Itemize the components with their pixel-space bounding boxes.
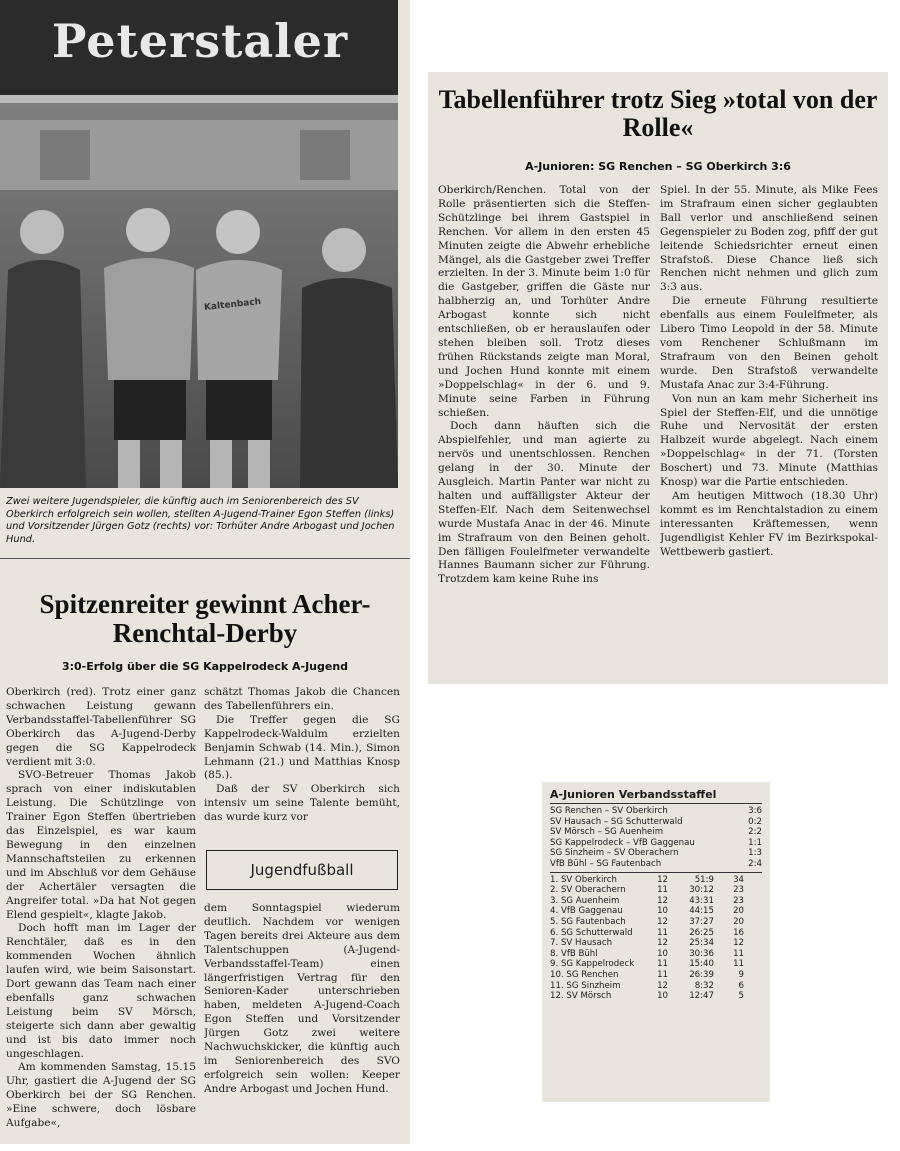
team-name: [550, 991, 646, 1002]
standings-row: [550, 981, 762, 992]
standings-row: [550, 906, 762, 917]
match-pairing: SV Hausach – SG Schutterwald: [550, 816, 683, 827]
match-pairing: SG Kappelrodeck – VfB Gaggenau: [550, 837, 695, 848]
team-rank: 10.: [550, 969, 564, 980]
match-row: [550, 838, 762, 849]
left-article-col1: [6, 686, 196, 1141]
points: 23: [733, 895, 744, 906]
goal-ratio: 25:34: [689, 938, 714, 949]
photo-shirt-text: Kaltenbach: [203, 297, 262, 313]
match-row: [550, 827, 762, 838]
left-subheadline: 3:0-Erfolg über die SG Kappelrodeck A-Jugend: [61, 660, 349, 673]
paragraph: Doch dann häuften sich die Abspielfehler, und man agierte zu nervös und unentschlossen. Renchen gelang in der 30. Minute der Ausgleich. Martin Panter war nicht zu halten und auffälligster Akteur der Steffen-Elf. Nach dem Seitenwechsel wurde Mustafa Anac in der 46. Minute im Strafraum von den Beinen geholt. Den fälligen Foulelfmeter verwandelte Hannes Baumann sicher zur Führung. Trotzdem kam keine Ruhe ins: [438, 420, 650, 586]
team-rank: 11.: [550, 980, 564, 991]
team-name: [550, 875, 646, 886]
paragraph: Von nun an kam mehr Sicherheit ins Spiel der Steffen-Elf, und die unnötige Ruhe und Nervosität der ersten Halbzeit wurde abgelegt. Nach einem »Doppelschlag« in der 71. (Torsten Boschert) und 73. Minute (Matthias Knosp) war die Partie entschieden.: [660, 392, 878, 489]
match-row: [550, 848, 762, 859]
team-name: [550, 959, 646, 970]
team-name: [550, 949, 646, 960]
team-label: VfB Gaggenau: [560, 906, 623, 917]
team-name: [550, 970, 646, 981]
paragraph: Doch hofft man im Lager der Renchtäler, daß es in den kommenden Wochen ähnlich laufen wird, wie beim Saisonstart. Dort gewann das Team nach einer ebenfalls ganz schwachen Leistung beim SV Mörsch, steigerte sich dann aber gewaltig und ist bis dato immer noch ungeschlagen.: [6, 922, 196, 1060]
photo-sign-text: Peterstaler: [51, 14, 349, 68]
games-played: 12: [657, 938, 668, 949]
team-rank: 9.: [550, 959, 559, 970]
games-played: 11: [657, 927, 668, 938]
team-label: SV Oberachern: [560, 885, 626, 896]
games-played: 11: [657, 959, 668, 970]
team-label: VfB Bühl: [560, 948, 598, 959]
goal-ratio: 44:15: [689, 906, 714, 917]
left-article-col2-top: [204, 686, 400, 836]
games-played: 12: [657, 895, 668, 906]
points: 20: [733, 906, 744, 917]
team-rank: 6.: [550, 927, 559, 938]
team-rank: 12.: [550, 991, 564, 1002]
match-score: 1:1: [748, 837, 762, 848]
goal-ratio: 37:27: [689, 916, 714, 927]
team-rank: 8.: [550, 948, 559, 959]
goal-ratio: 8:32: [694, 980, 714, 991]
team-label: SV Oberkirch: [560, 874, 617, 885]
points: 12: [733, 938, 744, 949]
points: 6: [738, 980, 744, 991]
games-played: 12: [657, 980, 668, 991]
team-name: [550, 981, 646, 992]
team-label: SG Sinzheim: [566, 980, 621, 991]
match-score: 3:6: [748, 806, 762, 816]
paragraph: Oberkirch/Renchen. Total von der Rolle präsentierten sich die Steffen-Schützlinge bei ihrem Gastspiel in Renchen. Vor allem in den ersten 45 Minuten zeigte die Abwehr erhebliche Mängel, als die Gastgeber zwei Treffer erzielten. In der 3. Minute beim 1:0 für die Gastgeber, griffen die Gäste nur halbherzig an, und Torhüter Andre Arbogast konnte sich nicht entschließen, ob er herauslaufen oder stehen bleiben soll. Trotz dieses frühen Rückstands zeigte man Moral, und Jochen Hund konnte mit einem »Doppelschlag« in der 6. und 9. Minute seine Farben in Führung schießen.: [438, 184, 650, 419]
match-pairing: SV Mörsch – SG Auenheim: [550, 827, 664, 838]
match-score: 0:2: [748, 816, 762, 827]
points: 16: [733, 927, 744, 938]
right-clipping: [428, 72, 888, 684]
games-played: 10: [657, 991, 668, 1002]
goal-ratio: 30:36: [689, 948, 714, 959]
team-name: [550, 917, 646, 928]
paragraph: Daß der SV Oberkirch sich intensiv um seine Talente bemüht, das wurde kurz vor: [204, 783, 400, 824]
match-row: [550, 817, 762, 828]
left-clipping: [0, 0, 410, 1144]
divider: [550, 872, 762, 873]
points: 23: [733, 885, 744, 896]
team-name: [550, 928, 646, 939]
games-played: 11: [657, 885, 668, 896]
left-headline: Spitzenreiter gewinnt Acher-Renchtal-Derby: [39, 589, 371, 648]
games-played: 12: [657, 874, 668, 885]
paragraph: dem Sonntagspiel wiederum deutlich. Nachdem vor wenigen Tagen bereits drei Akteure aus dem Talentschuppen (A-Jugend-Verbandsstaffel-Team) einen längerfristigen Vertrag für den Senioren-Kader unterschrieben haben, meldeten A-Jugend-Coach Egon Steffen und Vorsitzender Jürgen Gotz zwei weitere Nachwuchskicker, die künftig auch im Seniorenbereich des SVO erfolgreich sein wollen: Keeper Andre Arbogast und Jochen Hund.: [204, 902, 400, 1095]
paragraph: Am heutigen Mittwoch (18.30 Uhr) kommt es im Renchtalstadion zu einem interessanten Kräftemessen, wenn Jugendligist Kehler FV im Bezirkspokal-Wettbewerb gastiert.: [660, 489, 878, 558]
goal-ratio: 30:12: [689, 885, 714, 896]
divider: [0, 558, 410, 559]
team-rank: 3.: [550, 895, 559, 906]
team-rank: 5.: [550, 916, 559, 927]
team-rank: 2.: [550, 885, 559, 896]
goal-ratio: 51:9: [694, 874, 714, 885]
match-score: 1:3: [748, 848, 762, 859]
team-rank: 7.: [550, 938, 559, 949]
team-label: SG Renchen: [566, 969, 619, 980]
games-played: 10: [657, 948, 668, 959]
standings-row: [550, 928, 762, 939]
goal-ratio: 26:39: [689, 969, 714, 980]
table-title: A-Junioren Verbandsstaffel: [550, 788, 717, 801]
team-label: SV Hausach: [560, 938, 613, 949]
paragraph: Am kommenden Samstag, 15.15 Uhr, gastiert die A-Jugend der SG Oberkirch bei der SG Renchen. »Eine schwere, doch lösbare Aufgabe«,: [6, 1061, 196, 1130]
team-rank: 4.: [550, 906, 559, 917]
divider: [550, 803, 762, 804]
photo-caption: Zwei weitere Jugendspieler, die künftig auch im Seniorenbereich des SV Oberkirch erfolgreich sein wollen, stellten A-Jugend-Trainer Egon Steffen (links) und Vorsitzender Jürgen Gotz (rechts) vor: Torhüter Andre Arbogast und Jochen Hund.: [6, 496, 395, 545]
standings-table: [550, 875, 762, 1002]
match-pairing: VfB Bühl – SG Fautenbach: [550, 858, 662, 869]
games-played: 12: [657, 916, 668, 927]
right-subheadline: A-Junioren: SG Renchen – SG Oberkirch 3:6: [525, 160, 791, 173]
goal-ratio: 15:40: [689, 959, 714, 970]
team-label: SG Fautenbach: [560, 916, 626, 927]
points: 11: [733, 959, 744, 970]
match-row: [550, 859, 762, 870]
goal-ratio: 12:47: [689, 991, 714, 1002]
match-score: 2:2: [748, 827, 762, 838]
paragraph: schätzt Thomas Jakob die Chancen des Tabellenführers ein.: [204, 686, 400, 712]
games-played: 11: [657, 969, 668, 980]
standings-row: [550, 875, 762, 886]
standings-row: [550, 885, 762, 896]
paragraph: Spiel. In der 55. Minute, als Mike Fees im Strafraum einen sicher geglaubten Ball verlor und anschließend seinen Gegenspieler zu Boden zog, pfiff der gut leitende Schiedsrichter erneut einen Strafstoß. Diese Chance ließ sich Renchen nicht nehmen und glich zum 3:3 aus.: [660, 184, 878, 294]
standings-row: [550, 949, 762, 960]
points: 5: [738, 991, 744, 1002]
match-pairing: SG Renchen – SV Oberkirch: [550, 806, 668, 816]
paragraph: Oberkirch (red). Trotz einer ganz schwachen Leistung gewann Verbandsstaffel-Tabellenführer SG Oberkirch das A-Jugend-Derby gegen die SG Kappelrodeck verdient mit 3:0.: [6, 686, 196, 768]
match-score: 2:4: [748, 858, 762, 869]
points: 20: [733, 916, 744, 927]
points: 9: [738, 969, 744, 980]
standings-row: [550, 896, 762, 907]
match-results: [550, 806, 762, 870]
paragraph: Die erneute Führung resultierte ebenfalls aus einem Foulelfmeter, als Libero Timo Leopold in der 58. Minute vom Renchener Schlußmann im Strafraum von den Beinen geholt wurde. Den Strafstoß verwandelte Mustafa Anac zur 3:4-Führung.: [660, 295, 878, 391]
standings-row: [550, 991, 762, 1002]
left-article-col2-bottom: [204, 902, 400, 1142]
standings-row: [550, 917, 762, 928]
team-label: SG Kappelrodeck: [560, 959, 635, 970]
team-rank: 1.: [550, 874, 559, 885]
team-label: SG Auenheim: [560, 895, 620, 906]
goal-ratio: 26:25: [689, 927, 714, 938]
team-name: [550, 885, 646, 896]
team-label: SV Mörsch: [566, 991, 612, 1002]
match-row: [550, 806, 762, 817]
photo-illustration: [0, 0, 398, 488]
team-photo: [0, 0, 398, 488]
points: 34: [733, 874, 744, 885]
right-article-col2: [660, 184, 878, 679]
right-article-col1: [438, 184, 650, 679]
games-played: 10: [657, 906, 668, 917]
team-label: SG Schutterwald: [560, 927, 633, 938]
goal-ratio: 43:31: [689, 895, 714, 906]
standings-row: [550, 970, 762, 981]
team-name: [550, 906, 646, 917]
section-label-box: Jugendfußball: [206, 850, 398, 890]
right-headline: Tabellenführer trotz Sieg »total von der Rolle«: [438, 85, 878, 142]
paragraph: Die Treffer gegen die SG Kappelrodeck-Waldulm erzielten Benjamin Schwab (14. Min.), Simon Lehmann (21.) und Matthias Knosp (85.).: [204, 713, 400, 782]
points: 11: [733, 948, 744, 959]
standings-row: [550, 959, 762, 970]
paragraph: SVO-Betreuer Thomas Jakob sprach von einer indiskutablen Leistung. Die Schützlinge von Trainer Egon Steffen übertrieben das Einzelspiel, es war kaum Bewegung in den einzelnen Mannschaftsteilen zu erkennen und im Abschluß vor dem Gehäuse der Achertäler versagten die Angreifer total. »Da hat Not gegen Elend gespielt«, klagte Jakob.: [6, 769, 196, 921]
team-name: [550, 938, 646, 949]
match-pairing: SG Sinzheim – SV Oberachern: [550, 848, 679, 859]
team-name: [550, 896, 646, 907]
standings-row: [550, 938, 762, 949]
standings-clipping: [542, 782, 770, 1102]
